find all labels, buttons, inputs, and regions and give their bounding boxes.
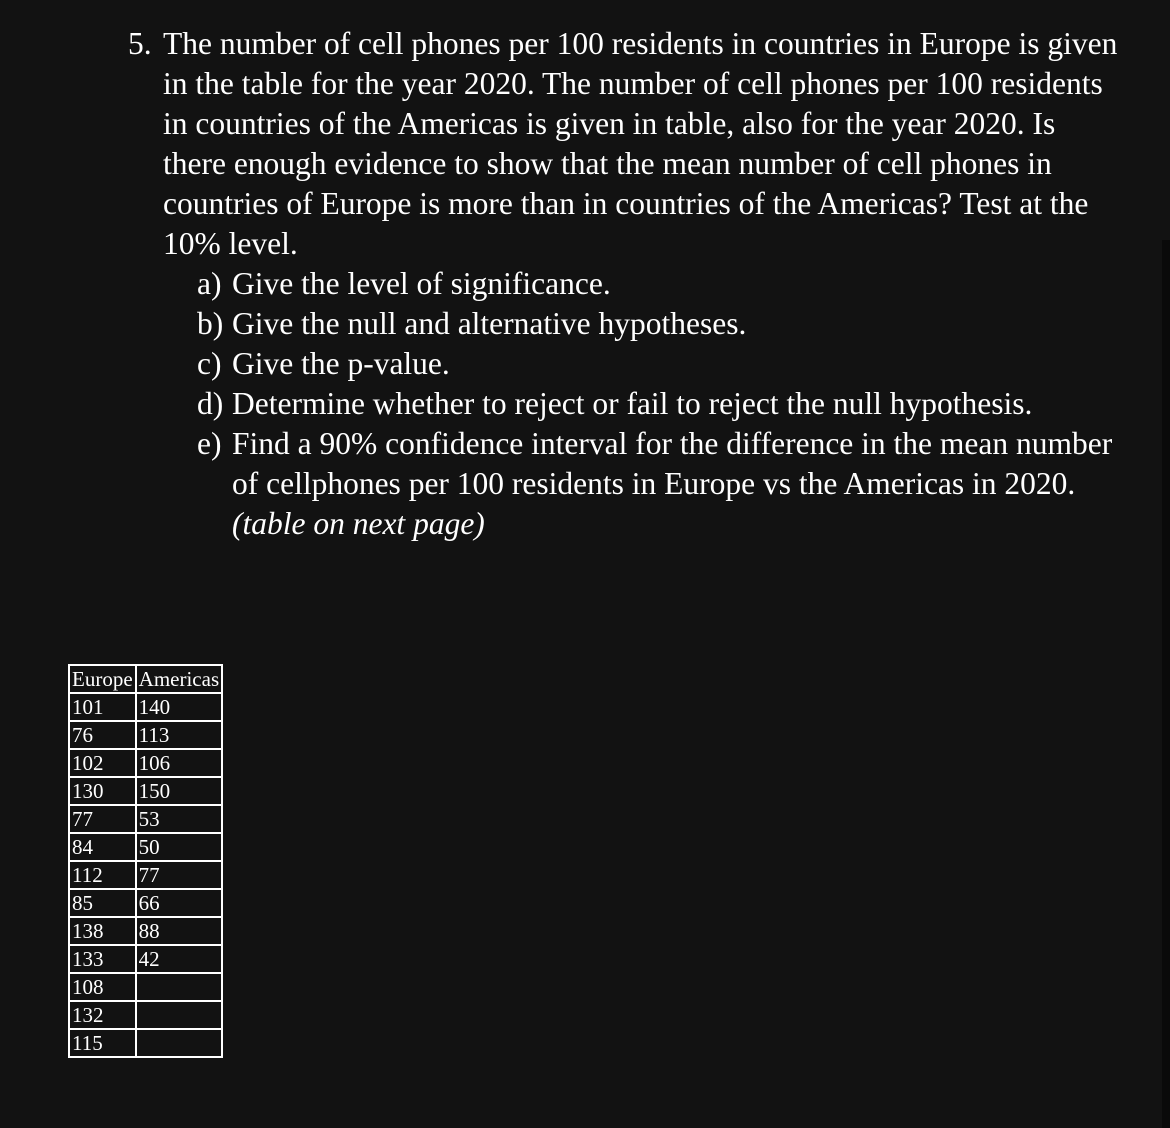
americas-cell: 77 <box>136 861 222 889</box>
problem-block <box>128 24 1118 544</box>
part-c <box>197 344 1118 384</box>
table-row <box>69 777 222 805</box>
part-text: Give the p-value. <box>232 346 450 381</box>
table-row <box>69 833 222 861</box>
europe-cell: 133 <box>69 945 136 973</box>
europe-cell: 130 <box>69 777 136 805</box>
scrollbar-track[interactable] <box>1162 240 1170 1128</box>
europe-cell: 115 <box>69 1029 136 1057</box>
europe-cell: 138 <box>69 917 136 945</box>
part-text: Find a 90% confidence interval for the difference in the mean number of cellphones per 100 residents in Europe vs the Americas in 2020. <box>232 426 1113 501</box>
part-text: Give the level of significance. <box>232 266 611 301</box>
europe-cell: 101 <box>69 693 136 721</box>
europe-cell: 84 <box>69 833 136 861</box>
part-a <box>197 264 1118 304</box>
table-note: (table on next page) <box>232 506 485 541</box>
part-label: a) <box>197 266 222 301</box>
americas-cell: 53 <box>136 805 222 833</box>
question-number: 5. <box>128 26 152 61</box>
americas-cell: 113 <box>136 721 222 749</box>
part-b <box>197 304 1118 344</box>
europe-cell: 112 <box>69 861 136 889</box>
americas-cell <box>136 973 222 1001</box>
europe-cell: 77 <box>69 805 136 833</box>
europe-cell: 108 <box>69 973 136 1001</box>
question-parts <box>197 264 1118 544</box>
header-europe: Europe <box>69 665 136 693</box>
americas-cell: 50 <box>136 833 222 861</box>
europe-cell: 132 <box>69 1001 136 1029</box>
table-row <box>69 693 222 721</box>
americas-cell: 42 <box>136 945 222 973</box>
americas-cell <box>136 1029 222 1057</box>
table-row <box>69 973 222 1001</box>
table-row <box>69 805 222 833</box>
americas-cell: 88 <box>136 917 222 945</box>
table-row <box>69 721 222 749</box>
data-table <box>68 664 223 1058</box>
part-text: Give the null and alternative hypotheses. <box>232 306 747 341</box>
part-text: Determine whether to reject or fail to reject the null hypothesis. <box>232 386 1033 421</box>
table-row <box>69 1029 222 1057</box>
part-e <box>197 424 1118 504</box>
part-label: e) <box>197 426 222 461</box>
table-row <box>69 749 222 777</box>
americas-cell: 106 <box>136 749 222 777</box>
header-americas: Americas <box>136 665 222 693</box>
americas-cell: 150 <box>136 777 222 805</box>
americas-cell <box>136 1001 222 1029</box>
part-d <box>197 384 1118 424</box>
europe-cell: 102 <box>69 749 136 777</box>
table-row <box>69 945 222 973</box>
table-header-row <box>69 665 222 693</box>
table-row <box>69 1001 222 1029</box>
table-row <box>69 861 222 889</box>
problem-stem <box>128 24 1118 264</box>
part-label: b) <box>197 306 224 341</box>
question-text: The number of cell phones per 100 residents in countries in Europe is given in the table for the year 2020. The number of cell phones per 100 residents in countries of the Americas is given in table, also for the year 2020. Is there enough evidence to show that the mean number of cell phones in countries of Europe is more than in countries of the Americas? Test at the 10% level. <box>163 26 1118 261</box>
table-row <box>69 889 222 917</box>
europe-cell: 76 <box>69 721 136 749</box>
table-row <box>69 917 222 945</box>
americas-cell: 66 <box>136 889 222 917</box>
americas-cell: 140 <box>136 693 222 721</box>
part-label: c) <box>197 346 222 381</box>
part-label: d) <box>197 386 224 421</box>
europe-cell: 85 <box>69 889 136 917</box>
